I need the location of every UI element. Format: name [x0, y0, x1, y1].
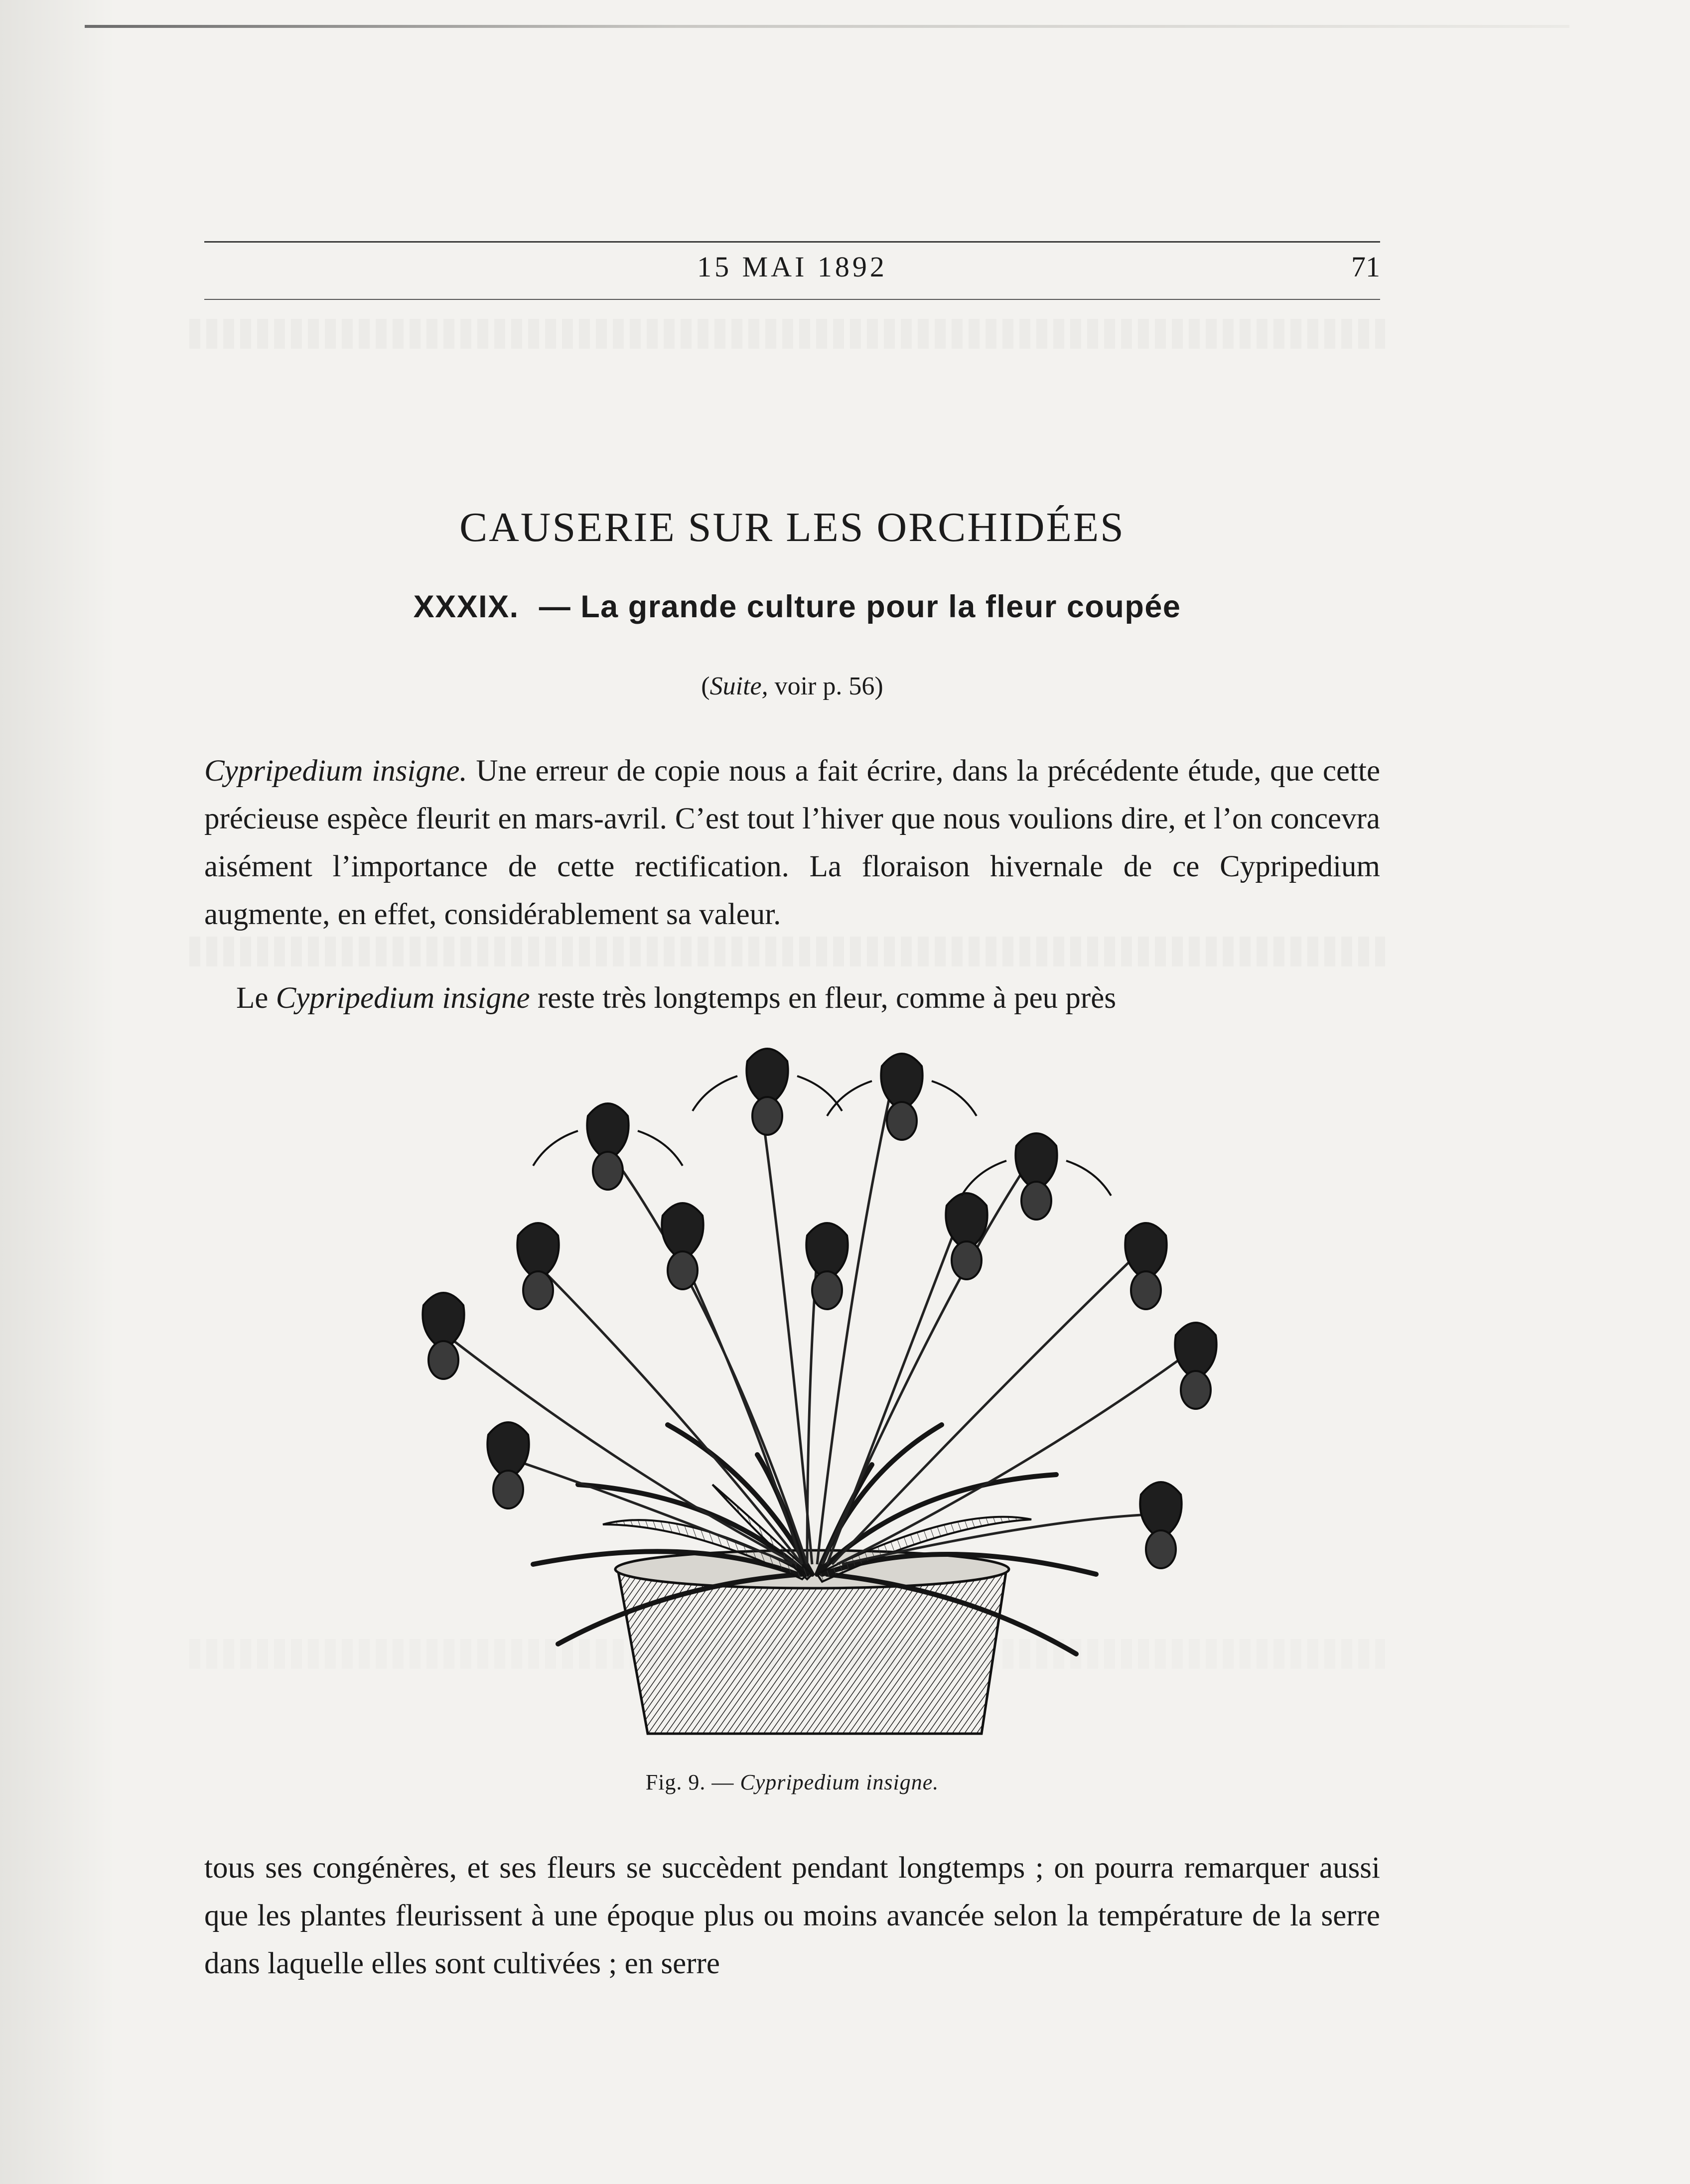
scan-top-smudge — [85, 25, 1569, 28]
header-rule-top — [204, 241, 1380, 243]
orchid-illustration — [369, 1046, 1275, 1759]
figure-label: Fig. 9. — — [645, 1770, 734, 1794]
section-heading — [299, 589, 1295, 625]
paragraph-1-text: Une erreur de copie nous a fait écrire, dans la précédente étude, que cette précieuse espèce fleurit en mars-avril. C’est tout l’hiver que nous voulions dire, et l’on concevra aisément l’importance de cette rectification. La floraison hivernale de ce Cypripedium augmente, en effet, considérablement sa valeur. — [204, 754, 1381, 931]
show-through-text — [189, 937, 1385, 966]
section-number: XXXIX. — [413, 589, 519, 624]
scan-edge-shadow — [0, 0, 115, 2184]
page-number: 71 — [1351, 251, 1380, 283]
species-name: Cypripedium insigne — [276, 981, 530, 1015]
species-name: Cypripedium insigne. — [204, 754, 467, 788]
running-head — [204, 250, 1380, 290]
section-title: — La grande culture pour la fleur coupée — [539, 589, 1181, 624]
paragraph-2-start: Le — [236, 981, 269, 1015]
engraving-cypripedium — [369, 1046, 1275, 1759]
continuation-note — [204, 672, 1380, 701]
header-rule-bottom — [204, 299, 1380, 300]
running-head-date: 15 MAI 1892 — [697, 251, 887, 283]
paragraph-2 — [204, 974, 1380, 1022]
continuation-open: ( — [701, 672, 710, 700]
continuation-ref: voir p. 56) — [774, 672, 883, 700]
show-through-text — [189, 319, 1385, 349]
article-title: CAUSERIE SUR LES ORCHIDÉES — [459, 504, 1125, 550]
paragraph-1 — [204, 747, 1380, 939]
paragraph-3: tous ses congénères, et ses fleurs se succèdent pendant longtemps ; on pourra remarquer aussi que les plantes fleurissent à une époque plus ou moins avancée selon la température de la serre dans laquelle elles sont cultivées ; en serre — [204, 1851, 1380, 1980]
paragraph-2-text: reste très longtemps en fleur, comme à peu près — [537, 981, 1117, 1015]
figure-species: Cypripedium insigne. — [740, 1770, 939, 1794]
figure-caption — [204, 1770, 1380, 1795]
continuation-italic: Suite, — [709, 672, 768, 700]
